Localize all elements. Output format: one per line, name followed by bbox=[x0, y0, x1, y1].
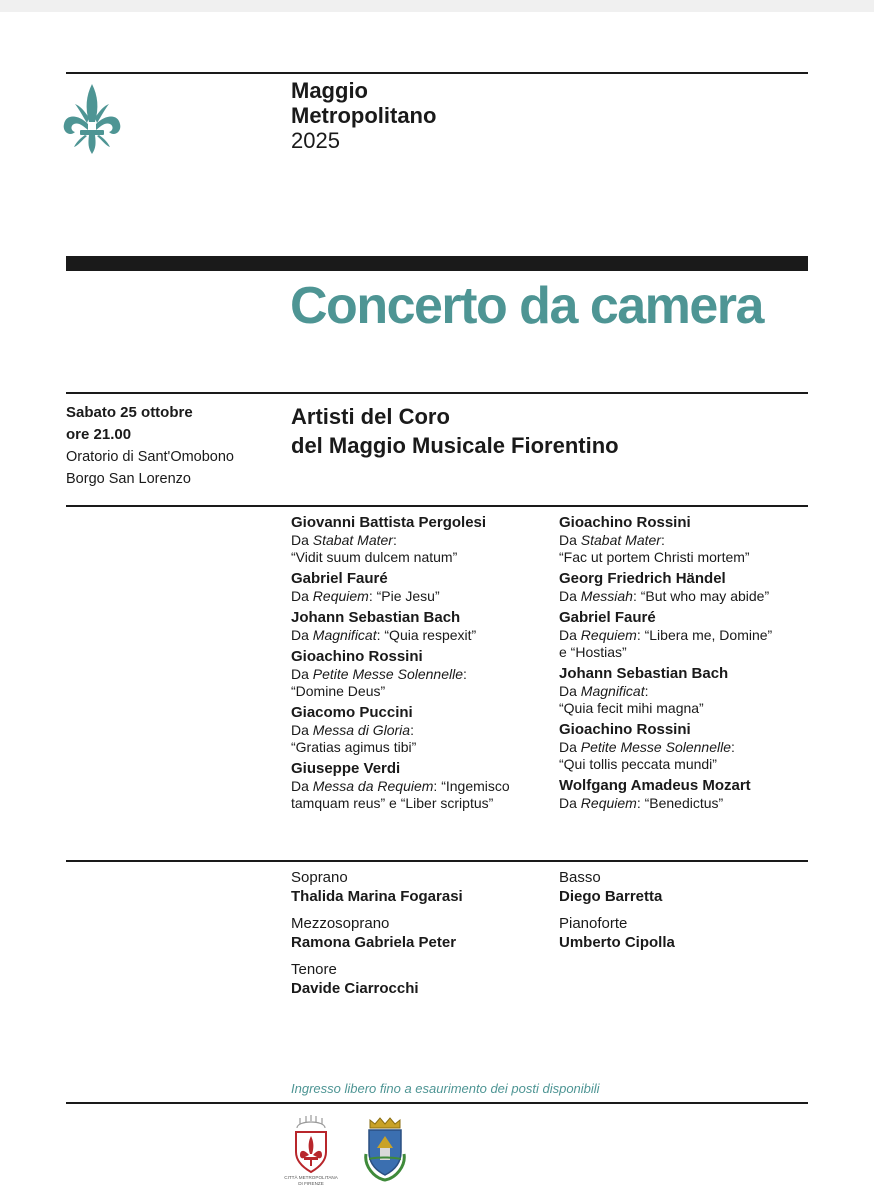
program-item bbox=[559, 721, 808, 773]
program-column-right bbox=[559, 514, 808, 816]
work-title: Da Messa di Gloria: bbox=[291, 722, 414, 738]
performer bbox=[291, 868, 463, 907]
work-excerpt: “Fac ut portem Christi mortem” bbox=[559, 549, 750, 565]
brand-line1: Maggio bbox=[291, 78, 368, 103]
admission-note: Ingresso libero fino a esaurimento dei posti disponibili bbox=[291, 1081, 600, 1096]
work-title: Da Requiem: “Pie Jesu” bbox=[291, 588, 440, 604]
program-item bbox=[559, 777, 808, 812]
composer-name: Gabriel Fauré bbox=[291, 570, 388, 587]
artists-line2: del Maggio Musicale Fiorentino bbox=[291, 433, 619, 458]
program-column-left bbox=[291, 514, 553, 816]
performer-name: Davide Ciarrocchi bbox=[291, 980, 419, 997]
performer-name: Ramona Gabriela Peter bbox=[291, 934, 457, 951]
work-excerpt: “Qui tollis peccata mundi” bbox=[559, 756, 717, 772]
event-rule bbox=[66, 392, 808, 394]
event-date: Sabato 25 ottobre bbox=[66, 404, 193, 421]
performers-rule bbox=[66, 860, 808, 862]
event-place: Borgo San Lorenzo bbox=[66, 471, 191, 487]
brand-year: 2025 bbox=[291, 128, 340, 153]
performer-name: Thalida Marina Fogarasi bbox=[291, 888, 463, 905]
program-item bbox=[291, 514, 553, 566]
work-excerpt: “Quia fecit mihi magna” bbox=[559, 700, 704, 716]
header-rule bbox=[66, 72, 808, 74]
event-time: ore 21.00 bbox=[66, 426, 132, 443]
work-title: Da Stabat Mater: bbox=[291, 532, 397, 548]
program-item bbox=[291, 609, 553, 644]
work-title: Da Magnificat: bbox=[559, 683, 649, 699]
work-excerpt: “Gratias agimus tibi” bbox=[291, 739, 417, 755]
program-item bbox=[559, 570, 808, 605]
event-info bbox=[66, 402, 234, 490]
program-item bbox=[291, 704, 553, 756]
work-title: Da Petite Messe Solennelle: bbox=[291, 666, 467, 682]
performer bbox=[559, 914, 675, 953]
program-item bbox=[291, 570, 553, 605]
composer-name: Johann Sebastian Bach bbox=[559, 665, 729, 682]
program-rule bbox=[66, 505, 808, 507]
performer-role: Tenore bbox=[291, 961, 337, 978]
composer-name: Georg Friedrich Händel bbox=[559, 570, 726, 587]
performer-role: Pianoforte bbox=[559, 915, 628, 932]
work-title: Da Messiah: “But who may abide” bbox=[559, 588, 770, 604]
composer-name: Giuseppe Verdi bbox=[291, 760, 401, 777]
title-bar bbox=[66, 256, 808, 271]
performer-role: Basso bbox=[559, 869, 601, 886]
composer-name: Gioachino Rossini bbox=[291, 648, 423, 665]
program-item bbox=[559, 665, 808, 717]
top-strip bbox=[0, 0, 874, 12]
performer bbox=[291, 914, 463, 953]
artists-heading bbox=[291, 402, 619, 460]
performer bbox=[559, 868, 675, 907]
composer-name: Giacomo Puccini bbox=[291, 704, 413, 721]
program-item bbox=[291, 760, 553, 812]
work-excerpt: tamquam reus” e “Liber scriptus” bbox=[291, 795, 494, 811]
florentine-lily-icon bbox=[58, 80, 126, 156]
composer-name: Giovanni Battista Pergolesi bbox=[291, 514, 487, 531]
borgo-san-lorenzo-crest-icon bbox=[360, 1114, 410, 1186]
composer-name: Wolfgang Amadeus Mozart bbox=[559, 777, 751, 794]
performers-column-right bbox=[559, 868, 675, 960]
crest-caption: CITTÀ METROPOLITANA bbox=[284, 1175, 338, 1180]
program-item bbox=[559, 514, 808, 566]
work-excerpt: “Vidit suum dulcem natum” bbox=[291, 549, 458, 565]
work-title: Da Magnificat: “Quia respexit” bbox=[291, 627, 477, 643]
artists-line1: Artisti del Coro bbox=[291, 404, 450, 429]
work-excerpt: e “Hostias” bbox=[559, 644, 627, 660]
work-title: Da Petite Messe Solennelle: bbox=[559, 739, 735, 755]
composer-name: Johann Sebastian Bach bbox=[291, 609, 461, 626]
composer-name: Gabriel Fauré bbox=[559, 609, 656, 626]
brand-line2: Metropolitano bbox=[291, 103, 437, 128]
crest-caption: DI FIRENZE bbox=[298, 1181, 324, 1186]
performers-column-left bbox=[291, 868, 463, 1006]
work-title: Da Requiem: “Benedictus” bbox=[559, 795, 724, 811]
performer-name: Diego Barretta bbox=[559, 888, 663, 905]
brand-block bbox=[291, 78, 436, 153]
footer-rule bbox=[66, 1102, 808, 1104]
page-title: Concerto da camera bbox=[290, 277, 763, 335]
performer-role: Mezzosoprano bbox=[291, 915, 390, 932]
work-title: Da Stabat Mater: bbox=[559, 532, 665, 548]
citta-metropolitana-crest-icon bbox=[284, 1112, 338, 1188]
composer-name: Gioachino Rossini bbox=[559, 514, 691, 531]
event-venue: Oratorio di Sant'Omobono bbox=[66, 449, 234, 465]
performer-role: Soprano bbox=[291, 869, 348, 886]
performer-name: Umberto Cipolla bbox=[559, 934, 675, 951]
work-title: Da Messa da Requiem: “Ingemisco bbox=[291, 778, 510, 794]
work-title: Da Requiem: “Libera me, Domine” bbox=[559, 627, 773, 643]
composer-name: Gioachino Rossini bbox=[559, 721, 691, 738]
work-excerpt: “Domine Deus” bbox=[291, 683, 386, 699]
program-item bbox=[559, 609, 808, 661]
program-item bbox=[291, 648, 553, 700]
performer bbox=[291, 960, 463, 999]
